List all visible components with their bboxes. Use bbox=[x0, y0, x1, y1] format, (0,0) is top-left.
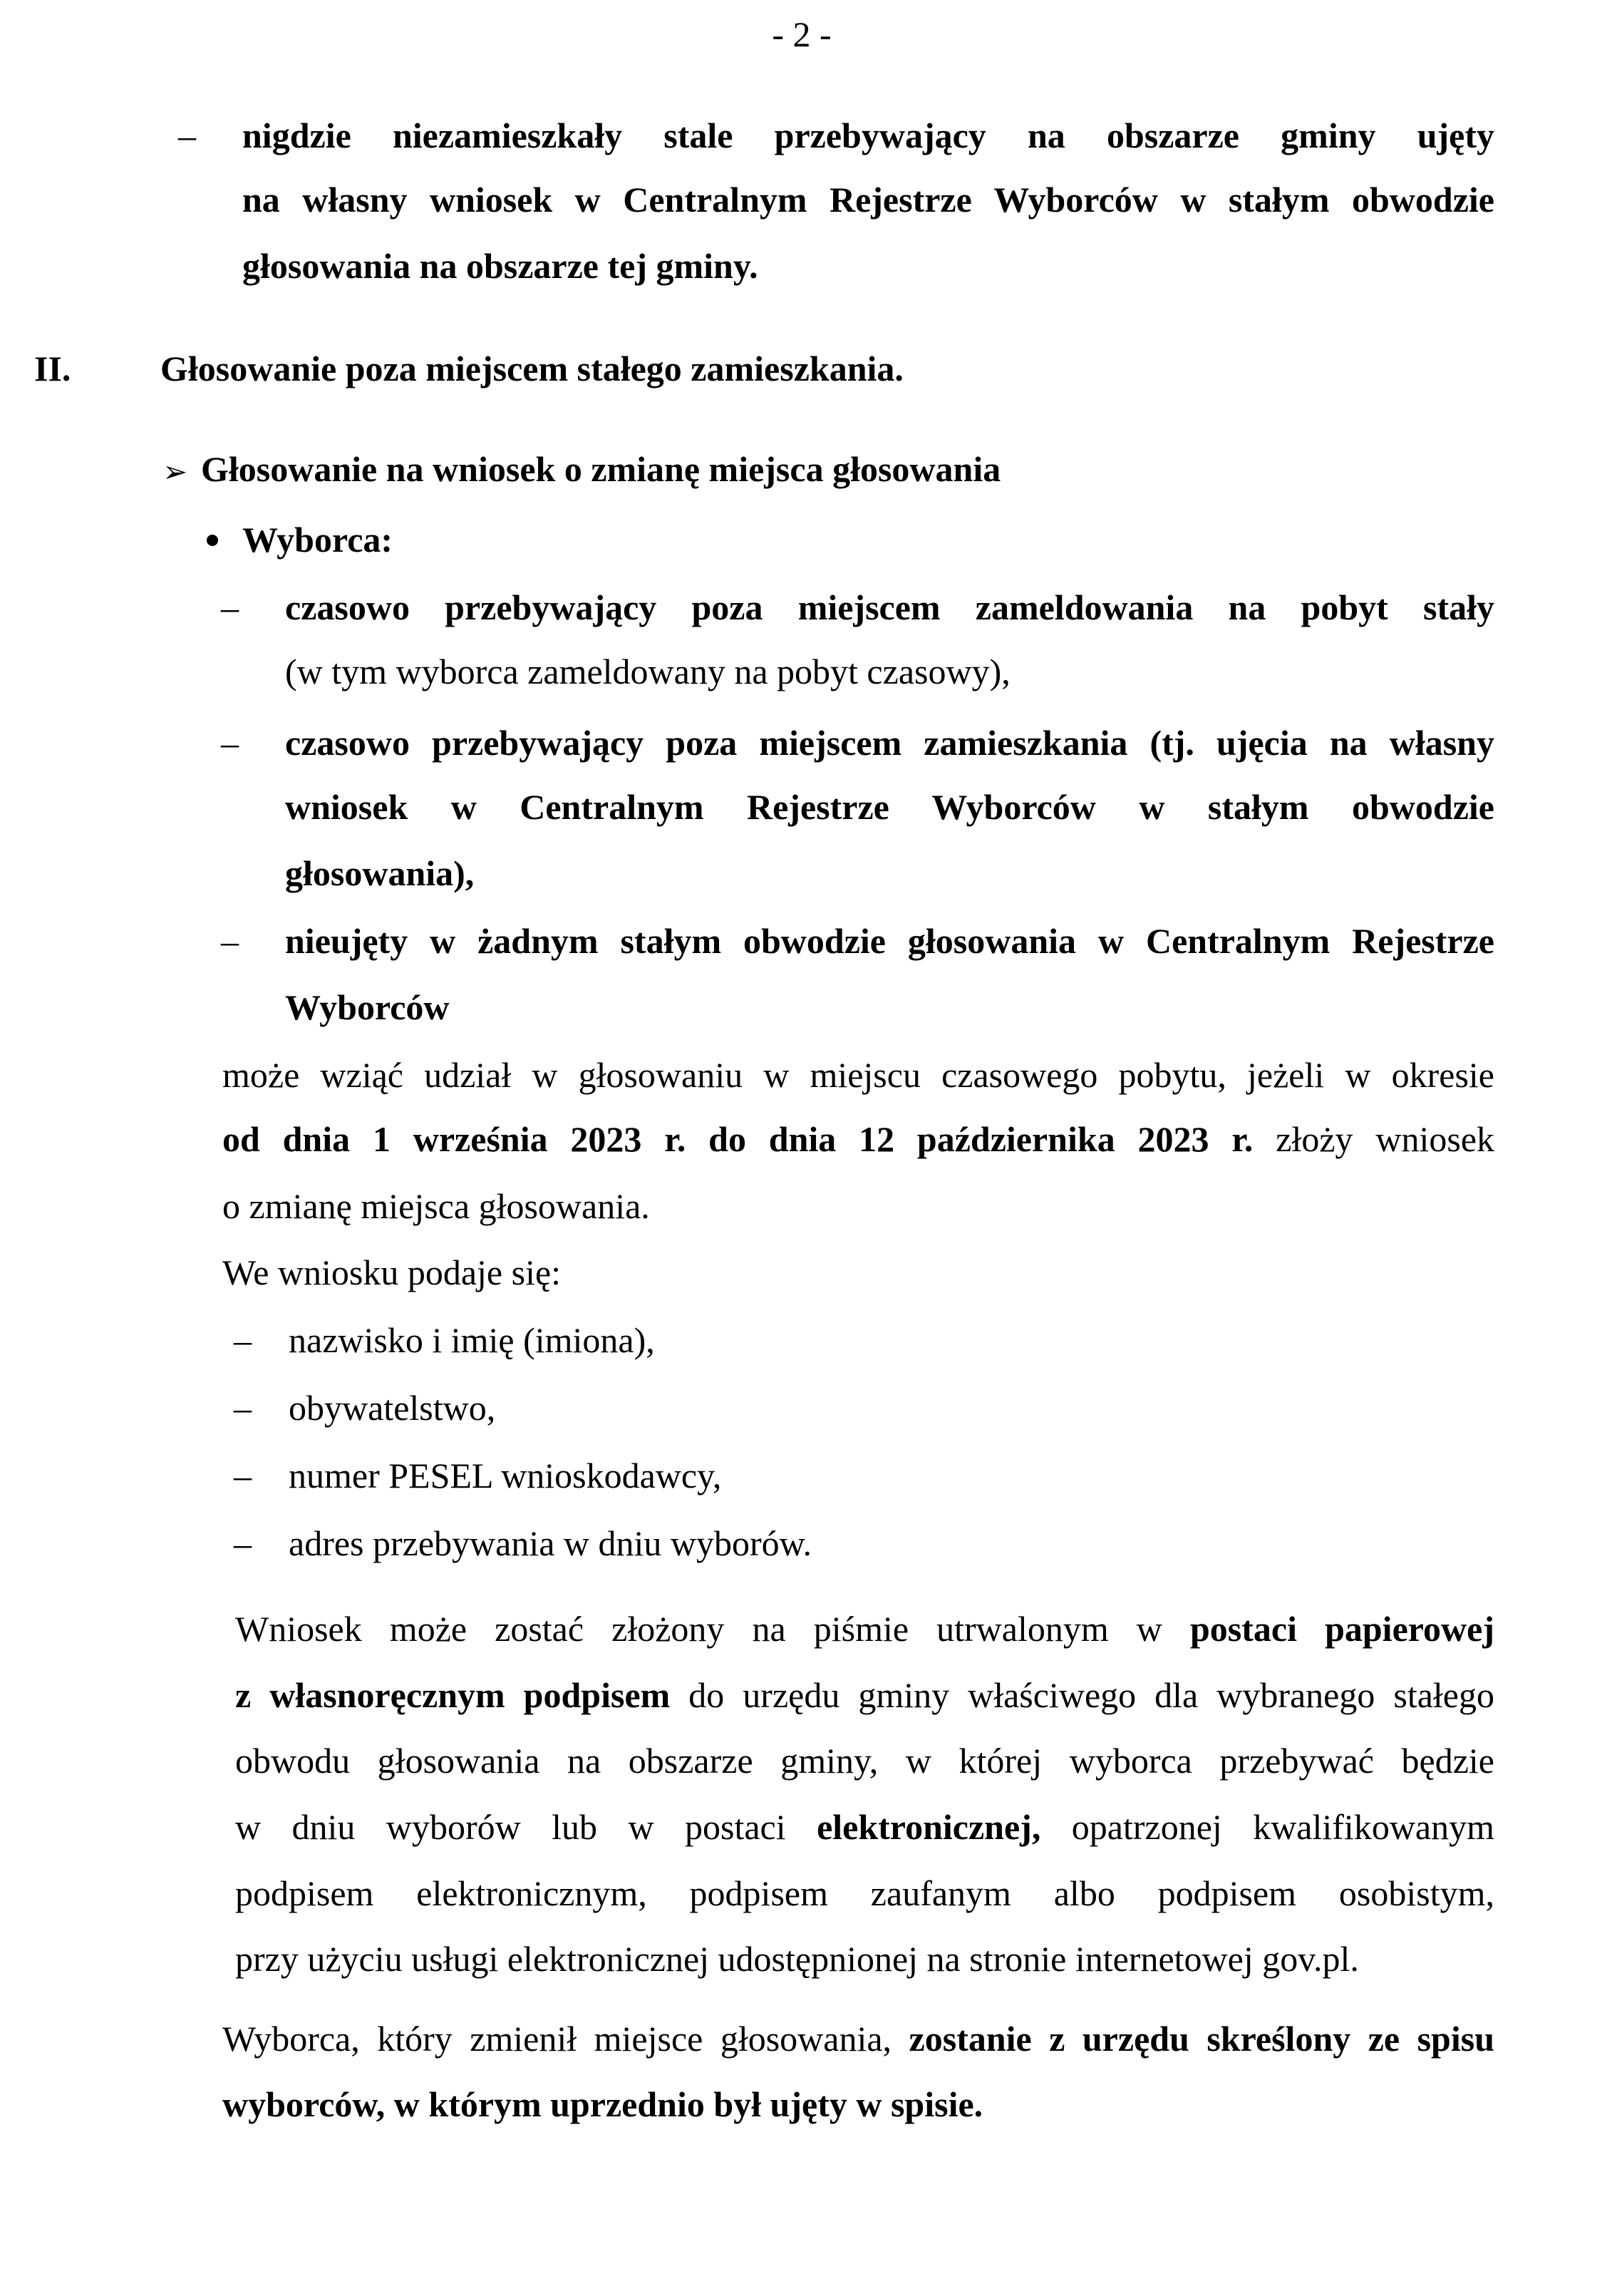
intro-item-line-2: na własny wniosek w Centralnym Rejestrze Wyborców w stałym obwodzie bbox=[242, 180, 1494, 220]
voter-item-2-line-1: czasowo przebywający poza miejscem zamieszkania (tj. ujęcia na własny bbox=[285, 723, 1494, 763]
section-title: Głosowanie poza miejscem stałego zamieszkania. bbox=[160, 349, 904, 388]
request-item-4: adres przebywania w dniu wyborów. bbox=[289, 1523, 812, 1563]
para-submit-line-4: w dniu wyborów lub w postaci elektronicznej, opatrzonej kwalifikowanym bbox=[235, 1807, 1495, 1847]
request-item-2-dash: – bbox=[234, 1388, 252, 1428]
para-submit-line-5: podpisem elektronicznym, podpisem zaufanym albo podpisem osobistym, bbox=[235, 1873, 1494, 1913]
voter-item-1-dash: – bbox=[221, 587, 239, 627]
voter-item-3-line-1: nieujęty w żadnym stałym obwodzie głosowania w Centralnym Rejestrze bbox=[285, 921, 1494, 961]
voter-item-2-dash: – bbox=[221, 723, 239, 763]
intro-item-dash: – bbox=[178, 115, 196, 155]
request-item-3-dash: – bbox=[234, 1456, 252, 1496]
voter-item-2-line-2: wniosek w Centralnym Rejestrze Wyborców w stałym obwodzie bbox=[285, 787, 1494, 827]
request-item-3: numer PESEL wnioskodawcy, bbox=[289, 1456, 722, 1496]
request-item-1-dash: – bbox=[234, 1320, 252, 1360]
request-item-2: obywatelstwo, bbox=[289, 1388, 496, 1428]
voter-item-3-dash: – bbox=[221, 921, 239, 961]
voter-item-1-line-1: czasowo przebywający poza miejscem zameldowania na pobyt stały bbox=[285, 587, 1494, 627]
para-removed-line-2: wyborców, w którym uprzednio był ujęty w spisie. bbox=[222, 2084, 983, 2124]
voter-item-1-line-2: (w tym wyborca zameldowany na pobyt czasowy), bbox=[285, 652, 1011, 691]
subsection-arrow-icon: ➢ bbox=[162, 454, 188, 489]
section-number: II. bbox=[34, 349, 71, 388]
para-may-line-2: od dnia 1 września 2023 r. do dnia 12 października 2023 r. złoży wniosek bbox=[222, 1119, 1495, 1159]
para-submit-line-6: przy użyciu usługi elektronicznej udostępnionej na stronie internetowej gov.pl. bbox=[235, 1939, 1359, 1979]
para-may-line-3: o zmianę miejsca głosowania. bbox=[222, 1186, 650, 1226]
page-number: - 2 - bbox=[772, 14, 832, 54]
intro-item-line-1: nigdzie niezamieszkały stale przebywający na obszarze gminy ujęty bbox=[242, 115, 1494, 155]
request-item-1: nazwisko i imię (imiona), bbox=[289, 1320, 655, 1360]
request-intro: We wniosku podaje się: bbox=[222, 1252, 562, 1292]
bullet-icon bbox=[207, 535, 218, 546]
para-submit-line-3: obwodu głosowania na obszarze gminy, w której wyborca przebywać będzie bbox=[235, 1741, 1494, 1781]
request-item-4-dash: – bbox=[234, 1523, 252, 1563]
subsection-title: Głosowanie na wniosek o zmianę miejsca głosowania bbox=[201, 449, 1001, 489]
para-submit-line-2: z własnoręcznym podpisem do urzędu gminy właściwego dla wybranego stałego bbox=[235, 1675, 1494, 1715]
voter-item-2-line-3: głosowania), bbox=[285, 853, 475, 893]
para-removed-line-1: Wyborca, który zmienił miejsce głosowania, zostanie z urzędu skreślony ze spisu bbox=[222, 2019, 1495, 2059]
para-submit-line-1: Wniosek może zostać złożony na piśmie utrwalonym w postaci papierowej bbox=[235, 1609, 1495, 1649]
voter-heading: Wyborca: bbox=[242, 520, 393, 560]
intro-item-line-3: głosowania na obszarze tej gminy. bbox=[242, 246, 758, 286]
para-may-line-1: może wziąć udział w głosowaniu w miejscu czasowego pobytu, jeżeli w okresie bbox=[222, 1055, 1494, 1095]
voter-item-3-line-2: Wyborców bbox=[285, 987, 450, 1027]
